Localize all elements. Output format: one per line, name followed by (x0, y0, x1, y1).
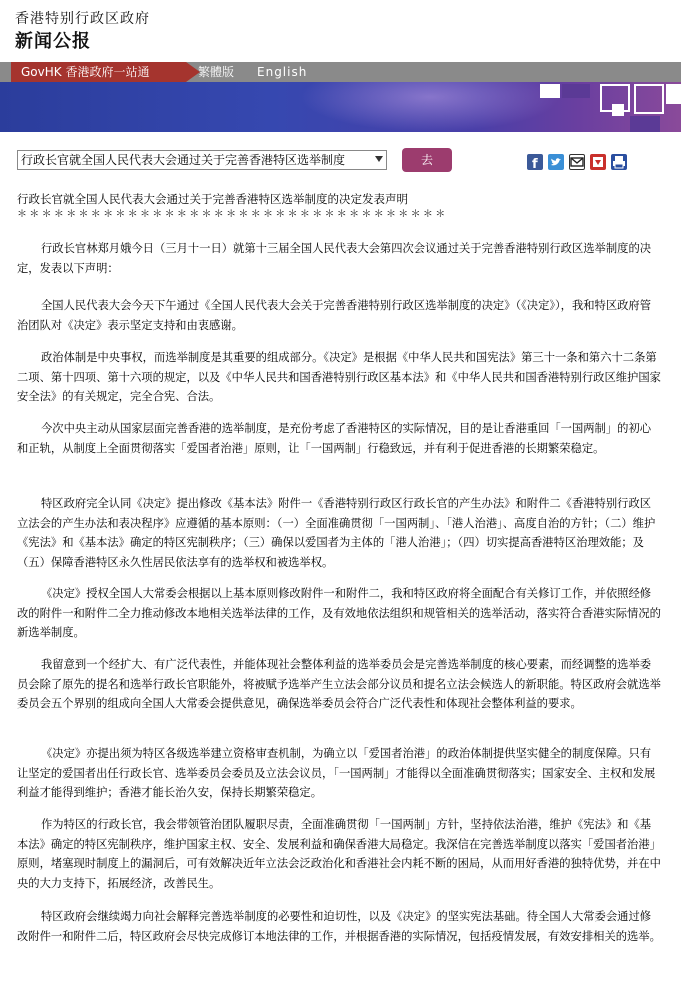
article-content (17, 192, 662, 943)
govhk-link[interactable]: GovHK 香港政府一站通 (11, 62, 186, 82)
article-paragraph: 《决定》亦提出须为特区各级选举建立资格审查机制，为确立以「爱国者治港」的政治体制提供坚实健全的制度保障。只有让坚定的爱国者出任行政长官、选举委员会委员及立法会议员，「一国两制」才能得以全面准确贯彻落实；国家安全、主权和发展利益才能得到维护；香港才能长治久安，保持长期繁荣稳定。 (17, 747, 656, 799)
banner-square (630, 116, 660, 132)
banner-glow (300, 82, 560, 132)
banner-square (562, 84, 590, 98)
header-banner (0, 82, 681, 132)
article-paragraph: 特区政府会继续竭力向社会解释完善选举制度的必要性和迫切性，以及《决定》的坚实宪法基础。待全国人大常委会通过修改附件一和附件二后，特区政府会尽快完成修订本地法律的工作，并根据香港的实际情况，包括疫情发展，有效安排相关的选举。 (17, 910, 661, 943)
top-nav-bar (0, 62, 681, 82)
government-name: 香港特别行政区政府 (15, 11, 150, 27)
facebook-icon[interactable] (527, 154, 543, 170)
page-title: 新闻公报 (15, 31, 91, 52)
article-title: 行政长官就全国人民代表大会通过关于完善香港特区选举制度的决定发表声明 (17, 192, 408, 206)
page-header (0, 0, 681, 60)
article-paragraph: 全国人民代表大会今天下午通过《全国人民代表大会关于完善香港特别行政区选举制度的决定》（《决定》），我和特区政府管治团队对《决定》表示坚定支持和由衷感谢。 (17, 299, 652, 332)
banner-square (540, 84, 560, 98)
svg-text:f: f (532, 157, 538, 170)
chevron-down-icon (375, 156, 383, 162)
article-paragraph: 特区政府完全认同《决定》提出修改《基本法》附件一《香港特别行政区行政长官的产生办法》和附件二《香港特别行政区立法会的产生办法和表决程序》应遵循的基本原则：（一）全面准确贯彻「一国两制」、「港人治港」、高度自治的方针；（二）维护《宪法》和《基本法》确定的特区宪制秩序；（三）确保以爱国者为主体的「港人治港」；（四）切实提高香港特区治理效能；及（五）保障香港特区永久性居民依法享有的选举权和被选举权。 (17, 497, 656, 569)
banner-square (612, 104, 624, 116)
article-paragraph: 作为特区的行政长官，我会带领管治团队履职尽责，全面准确贯彻「一国两制」方针，坚持依法治港，维护《宪法》和《基本法》确定的特区宪制秩序，维护国家主权、安全、发展利益和确保香港大局稳定。我深信在完善选举制度以落实「爱国者治港」原则，堵塞现时制度上的漏洞后，可有效解决近年立法会泛政治化和香港社会内耗不断的困局，从而用好香港的独特优势，并在中央的大力支持下，拓展经济，改善民生。 (17, 818, 661, 890)
go-button[interactable]: 去 (402, 148, 452, 172)
print-icon[interactable] (611, 154, 627, 170)
select-value: 行政长官就全国人民代表大会通过关于完善香港特区选举制度 (21, 153, 346, 167)
weibo-icon[interactable] (590, 154, 606, 170)
banner-square (634, 84, 664, 114)
email-icon[interactable] (569, 154, 585, 170)
article-paragraph: 行政长官林郑月娥今日（三月十一日）就第十三届全国人民代表大会第四次会议通过关于完善香港特别行政区选举制度的决定，发表以下声明： (17, 242, 652, 275)
traditional-chinese-link[interactable]: 繁體版 (198, 65, 235, 79)
twitter-icon[interactable] (548, 154, 564, 170)
banner-square (666, 84, 681, 104)
title-divider: ＊＊＊＊＊＊＊＊＊＊＊＊＊＊＊＊＊＊＊＊＊＊＊＊＊＊＊＊＊＊＊＊＊＊＊ (17, 209, 448, 220)
article-paragraph: 今次中央主动从国家层面完善香港的选举制度，是充份考虑了香港特区的实际情况，目的是让香港重回「一国两制」的初心和正轨，从制度上全面贯彻落实「爱国者治港」原则，让「一国两制」行稳致远，并有利于促进香港的长期繁荣稳定。 (17, 422, 652, 455)
english-link[interactable]: English (257, 65, 308, 79)
press-release-select[interactable] (17, 150, 387, 170)
article-paragraph: 政治体制是中央事权，而选举制度是其重要的组成部分。《决定》是根据《中华人民共和国宪法》第三十一条和第六十二条第二项、第十四项、第十六项的规定，以及《中华人民共和国香港特别行政区基本法》和《中华人民共和国香港特别行政区维护国家安全法》的有关规定，完全合宪、合法。 (17, 351, 661, 403)
article-paragraph: 《决定》授权全国人大常委会根据以上基本原则修改附件一和附件二，我和特区政府将全面配合有关修订工作，并依照经修改的附件一和附件二全力推动修改本地相关选举法律的工作，及有效地依法组织和规管相关的选举活动，落实符合香港实际情况的新选举制度。 (17, 587, 661, 639)
article-paragraph: 我留意到一个经扩大、有广泛代表性，并能体现社会整体利益的选举委员会是完善选举制度的核心要素，而经调整的选举委员会除了原先的提名和选举行政长官职能外，将被赋予选举产生立法会部分议员和提名立法会候选人的新职能。特区政府会就选举委员会五个界别的组成向全国人大常委会提供意见，确保选举委员会符合广泛代表性和体现社会整体利益的要求。 (17, 658, 661, 710)
article-toolbar (0, 148, 681, 178)
